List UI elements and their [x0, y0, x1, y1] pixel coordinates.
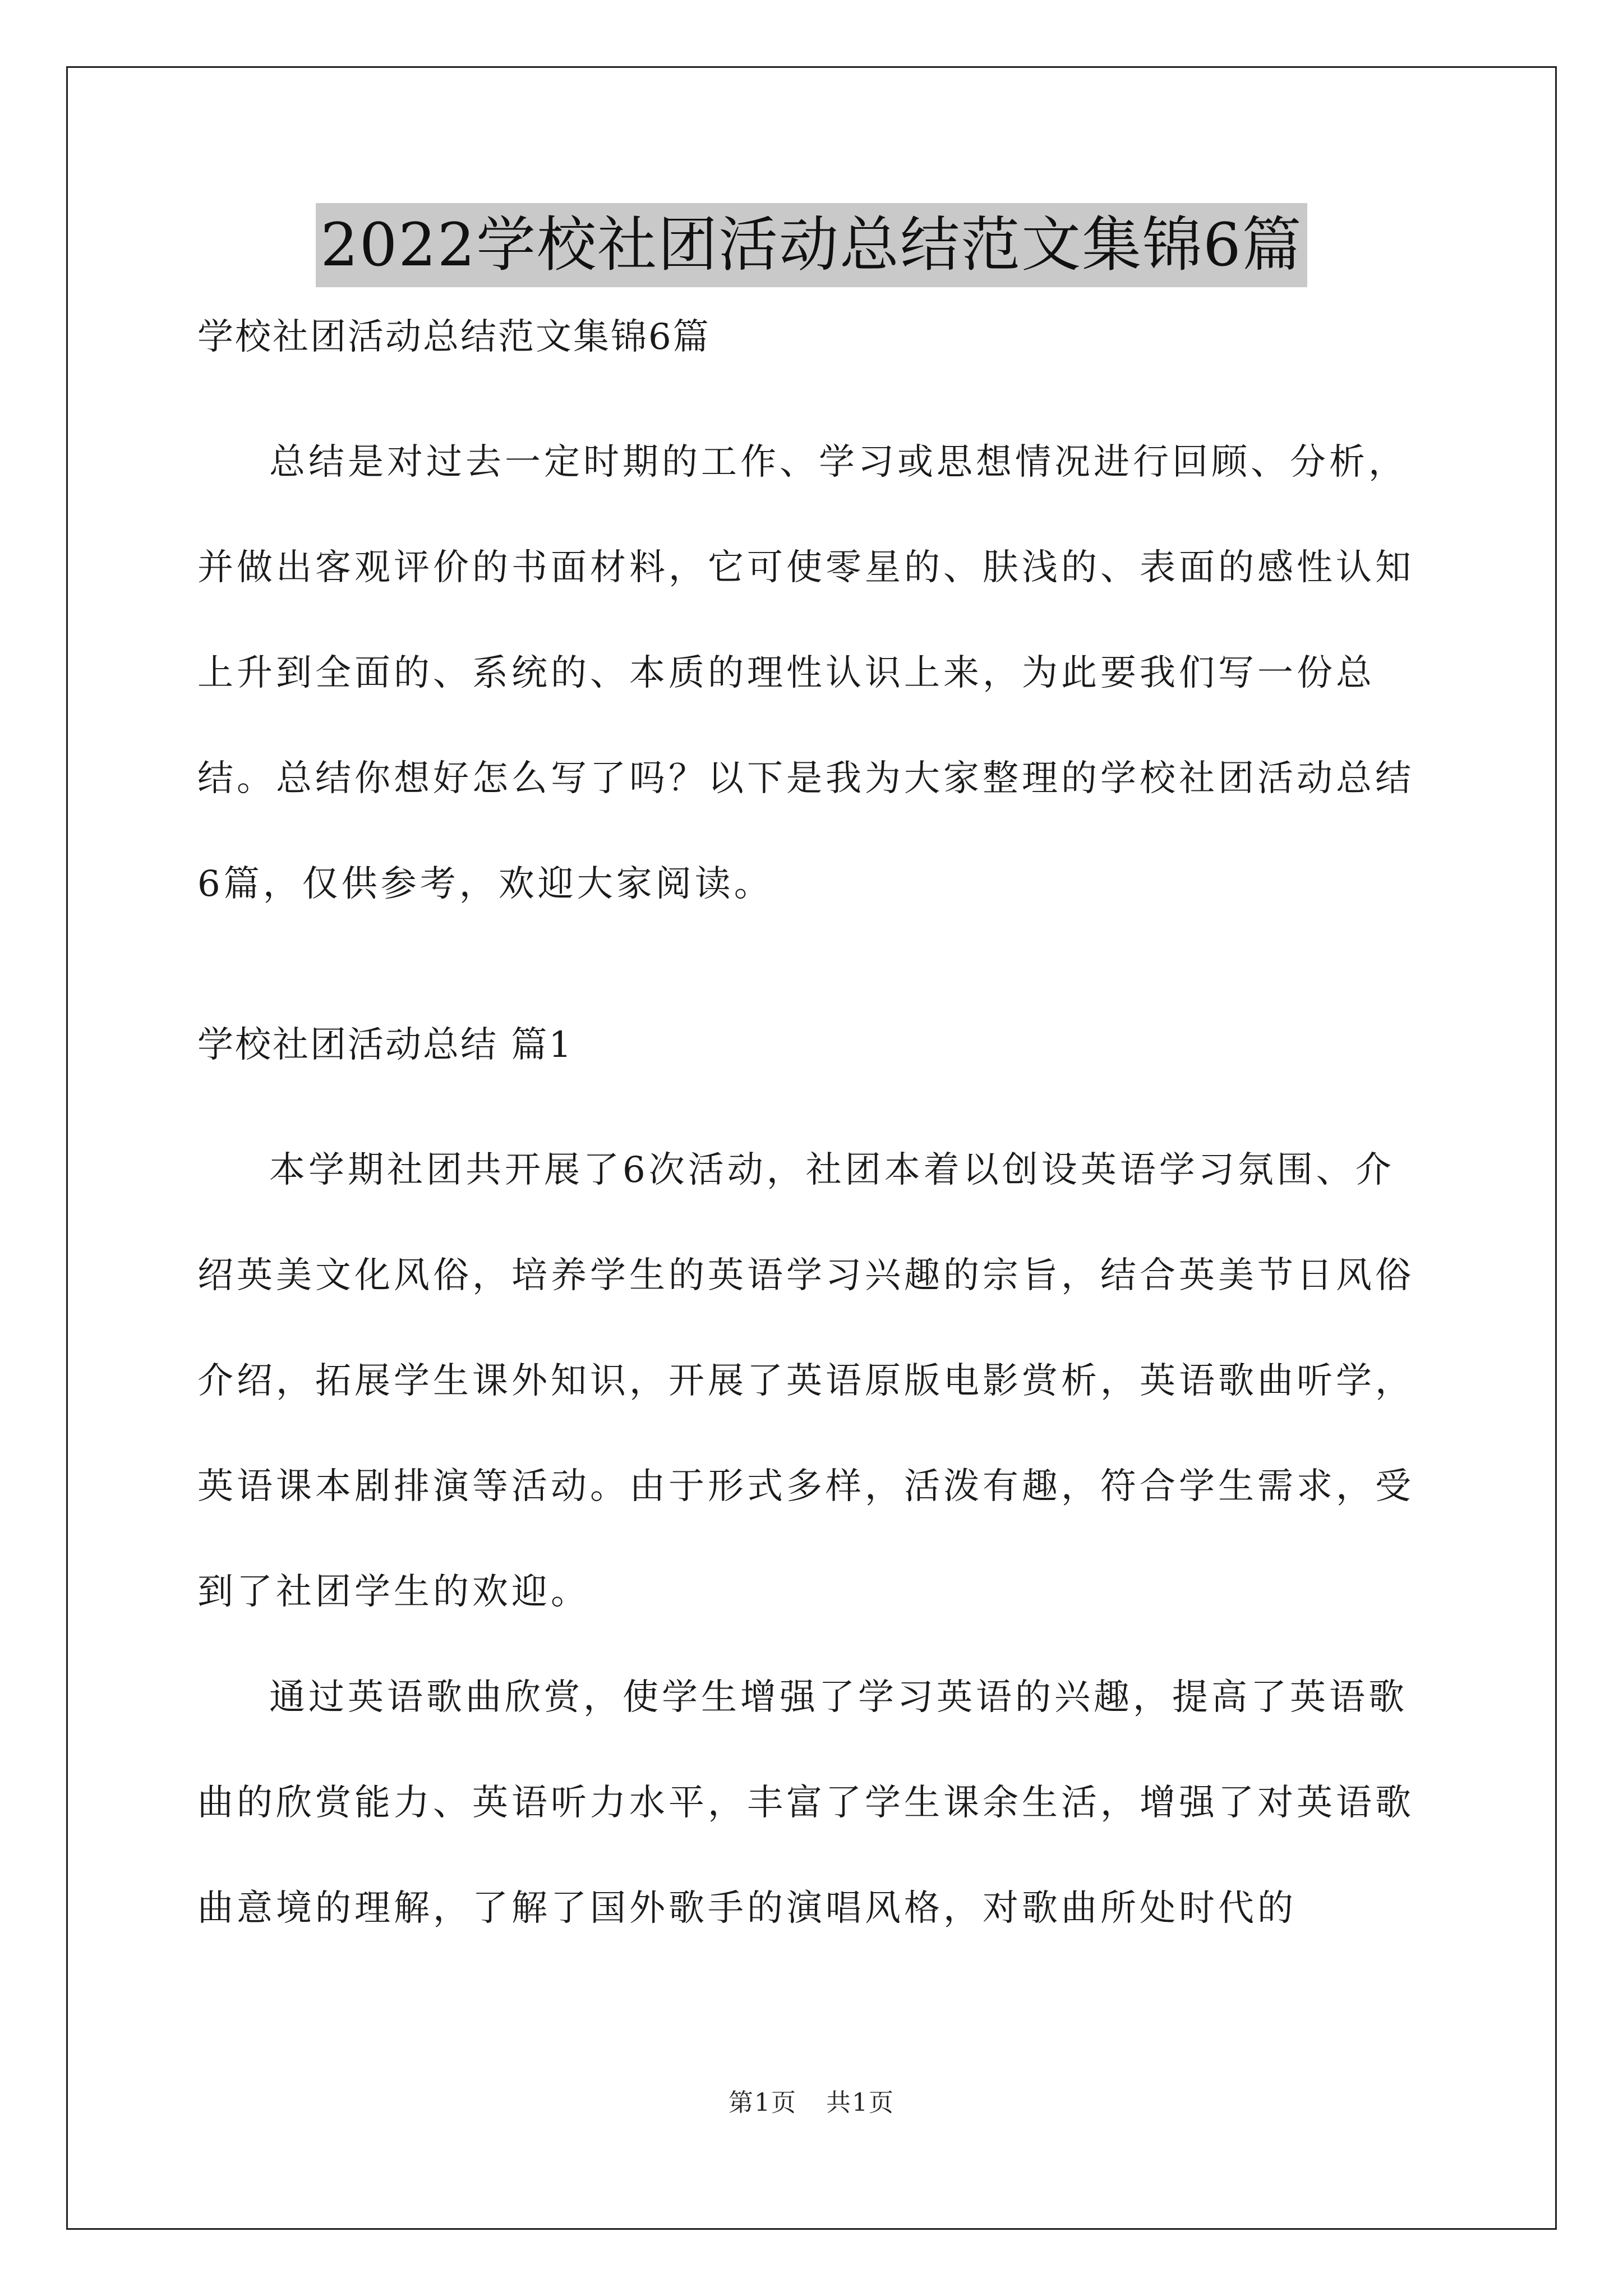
page-number: 第1页 — [728, 2088, 797, 2117]
document-body — [197, 307, 1431, 1961]
section-paragraph: 通过英语歌曲欣赏，使学生增强了学习英语的兴趣，提高了英语歌曲的欣赏能力、英语听力水平，丰富了学生课余生活，增强了对英语歌曲意境的理解，了解了国外歌手的演唱风格，对歌曲所处时代的 — [197, 1677, 1414, 1929]
section-spacer — [197, 937, 1431, 1015]
document-subtitle: 学校社团活动总结范文集锦6篇 — [197, 316, 711, 358]
page-footer — [0, 2082, 1623, 2118]
page-count: 共1页 — [826, 2088, 895, 2117]
section-heading: 学校社团活动总结 篇1 — [197, 1024, 574, 1066]
title-container — [0, 203, 1623, 287]
section-paragraph: 本学期社团共开展了6次活动，社团本着以创设英语学习氛围、介绍英美文化风俗，培养学生的英语学习兴趣的宗旨，结合英美节日风俗介绍，拓展学生课外知识，开展了英语原版电影赏析，英语歌曲听学，英语课本剧排演等活动。由于形式多样，活泼有趣，符合学生需求，受到了社团学生的欢迎。 — [197, 1149, 1414, 1613]
intro-paragraph: 总结是对过去一定时期的工作、学习或思想情况进行回顾、分析，并做出客观评价的书面材料，它可使零星的、肤浅的、表面的感性认知上升到全面的、系统的、本质的理性认识上来，为此要我们写一份总结。总结你想好怎么写了吗？以下是我为大家整理的学校社团活动总结6篇，仅供参考，欢迎大家阅读。 — [197, 441, 1414, 905]
document-title: 2022学校社团活动总结范文集锦6篇 — [316, 203, 1307, 287]
